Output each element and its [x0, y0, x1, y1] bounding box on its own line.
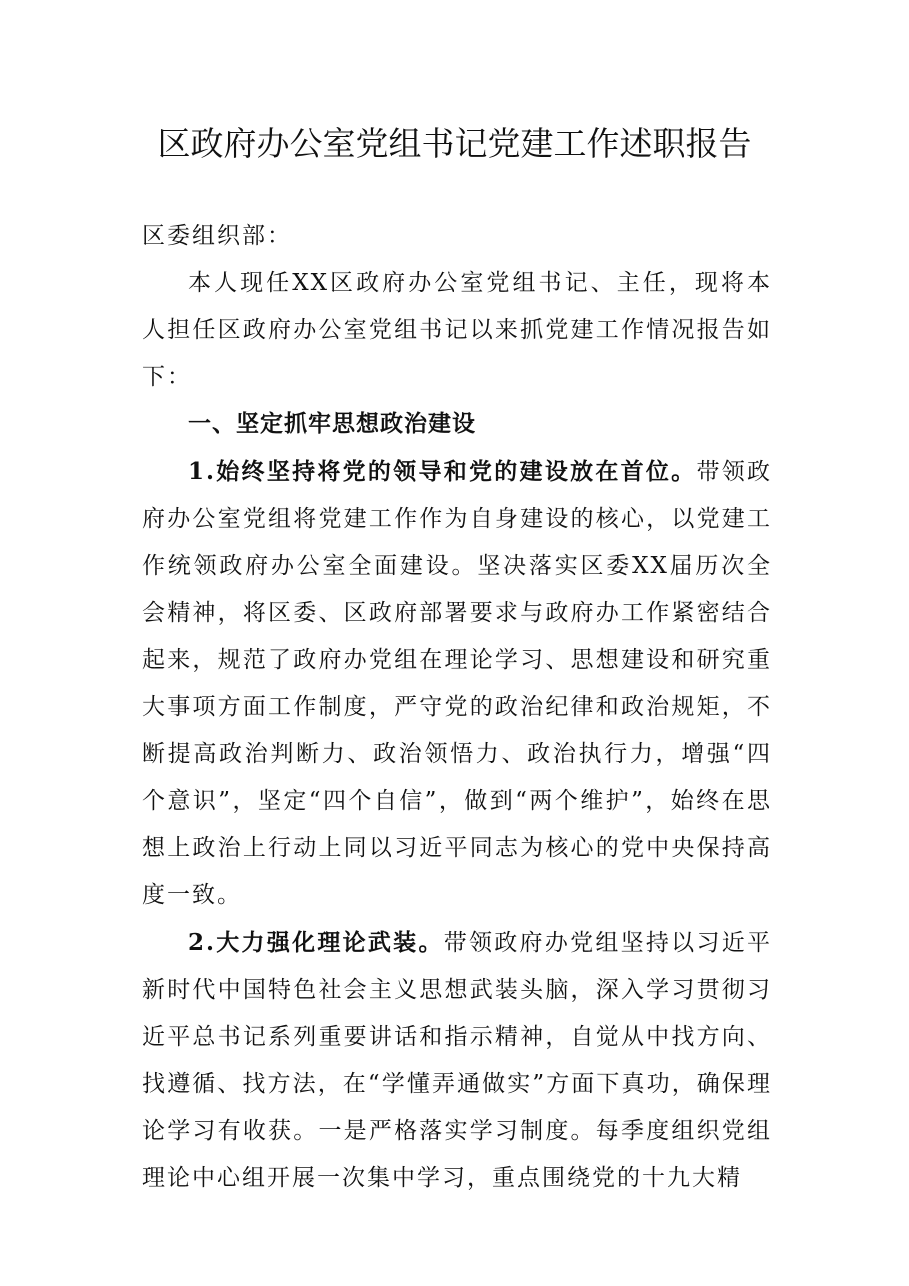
item-1-lead: 1.始终坚持将党的领导和党的建设放在首位。 [188, 458, 697, 485]
salutation: 区委组织部： [142, 223, 292, 249]
document-title: 区政府办公室党组书记党建工作述职报告 [157, 124, 752, 163]
item-2-paragraph [142, 919, 772, 1202]
item-2-text: 带领政府办党组坚持以习近平新时代中国特色社会主义思想武装头脑，深入学习贯彻习近平总书记系列重要讲话和指示精神，自觉从中找方向、找遵循、找方法，在“学懂弄通做实”方面下真功，确保理论学习有收获。一是严格落实学习制度。每季度组织党组理论中心组开展一次集中学习，重点围绕党的十九大精 [142, 930, 772, 1191]
section-heading: 一、坚定抓牢思想政治建设 [188, 411, 476, 437]
document-body [142, 213, 772, 1202]
item-2-lead: 2.大力强化理论武装。 [188, 929, 444, 956]
item-1-paragraph [142, 448, 772, 919]
item-1-text: 带领政府办公室党组将党建工作作为自身建设的核心，以党建工作统领政府办公室全面建设。坚决落实区委XX届历次全会精神，将区委、区政府部署要求与政府办工作紧密结合起来，规范了政府办党组在理论学习、思想建设和研究重大事项方面工作制度，严守党的政治纪律和政治规矩，不断提高政治判断力、政治领悟力、政治执行力，增强“四个意识”，坚定“四个自信”，做到“两个维护”，始终在思想上政治上行动上同以习近平同志为核心的党中央保持高度一致。 [142, 459, 772, 908]
intro-paragraph: 本人现任XX区政府办公室党组书记、主任，现将本人担任区政府办公室党组书记以来抓党建工作情况报告如下： [142, 270, 772, 390]
